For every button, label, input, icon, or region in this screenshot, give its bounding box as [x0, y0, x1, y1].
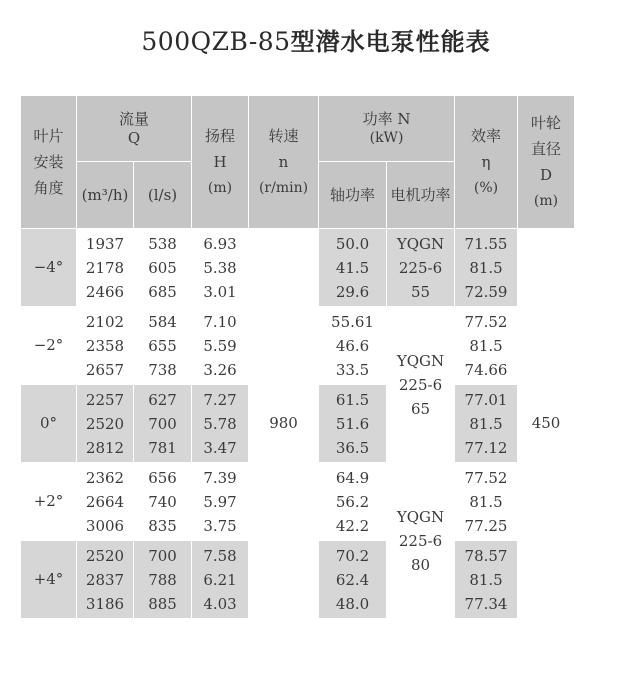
- efficiency-cell: 77.52 81.5 77.25: [455, 463, 518, 541]
- header-power: 功率 N (kW): [319, 96, 455, 162]
- impeller-cell: 450: [518, 229, 575, 619]
- efficiency-cell: 77.01 81.5 77.12: [455, 385, 518, 463]
- angle-cell: 0°: [21, 385, 77, 463]
- head-cell: 7.58 6.21 4.03: [192, 541, 249, 619]
- flow-m3h-cell: 2520 2837 3186: [77, 541, 134, 619]
- shaft-power-cell: 61.5 51.6 36.5: [319, 385, 387, 463]
- header-impeller: 叶轮 直径 D (m): [518, 96, 575, 229]
- angle-cell: −4°: [21, 229, 77, 307]
- motor-power-cell: YQGN 225-6 55: [387, 229, 455, 307]
- flow-ls-cell: 627 700 781: [134, 385, 192, 463]
- header-speed: 转速 n (r/min): [249, 96, 319, 229]
- title-model: 500QZB-85: [141, 27, 291, 56]
- header-flow-ls: (l/s): [134, 162, 192, 229]
- angle-cell: −2°: [21, 307, 77, 385]
- shaft-power-cell: 70.2 62.4 48.0: [319, 541, 387, 619]
- flow-m3h-cell: 2257 2520 2812: [77, 385, 134, 463]
- header-flow: 流量 Q: [77, 96, 192, 162]
- efficiency-cell: 77.52 81.5 74.66: [455, 307, 518, 385]
- flow-m3h-cell: 1937 2178 2466: [77, 229, 134, 307]
- efficiency-cell: 78.57 81.5 77.34: [455, 541, 518, 619]
- flow-ls-cell: 700 788 885: [134, 541, 192, 619]
- flow-m3h-cell: 2102 2358 2657: [77, 307, 134, 385]
- header-flow-m3h: (m³/h): [77, 162, 134, 229]
- shaft-power-cell: 50.0 41.5 29.6: [319, 229, 387, 307]
- speed-cell: 980: [249, 229, 319, 619]
- flow-ls-cell: 584 655 738: [134, 307, 192, 385]
- motor-power-cell: YQGN 225-6 65: [387, 307, 455, 463]
- head-cell: 6.93 5.38 3.01: [192, 229, 249, 307]
- head-cell: 7.10 5.59 3.26: [192, 307, 249, 385]
- motor-power-cell: YQGN 225-6 80: [387, 463, 455, 619]
- page-title: [0, 22, 632, 57]
- header-efficiency: 效率 η (%): [455, 96, 518, 229]
- header-shaft-power: 轴功率: [319, 162, 387, 229]
- performance-table: [20, 95, 575, 619]
- table-row: [21, 229, 575, 307]
- flow-m3h-cell: 2362 2664 3006: [77, 463, 134, 541]
- flow-ls-cell: 538 605 685: [134, 229, 192, 307]
- shaft-power-cell: 55.61 46.6 33.5: [319, 307, 387, 385]
- title-text: 型潜水电泵性能表: [290, 28, 491, 56]
- header-angle: 叶片 安装 角度: [21, 96, 77, 229]
- header-head: 扬程 H (m): [192, 96, 249, 229]
- angle-cell: +2°: [21, 463, 77, 541]
- shaft-power-cell: 64.9 56.2 42.2: [319, 463, 387, 541]
- angle-cell: +4°: [21, 541, 77, 619]
- flow-ls-cell: 656 740 835: [134, 463, 192, 541]
- head-cell: 7.27 5.78 3.47: [192, 385, 249, 463]
- efficiency-cell: 71.55 81.5 72.59: [455, 229, 518, 307]
- head-cell: 7.39 5.97 3.75: [192, 463, 249, 541]
- header-motor-power: 电机功率: [387, 162, 455, 229]
